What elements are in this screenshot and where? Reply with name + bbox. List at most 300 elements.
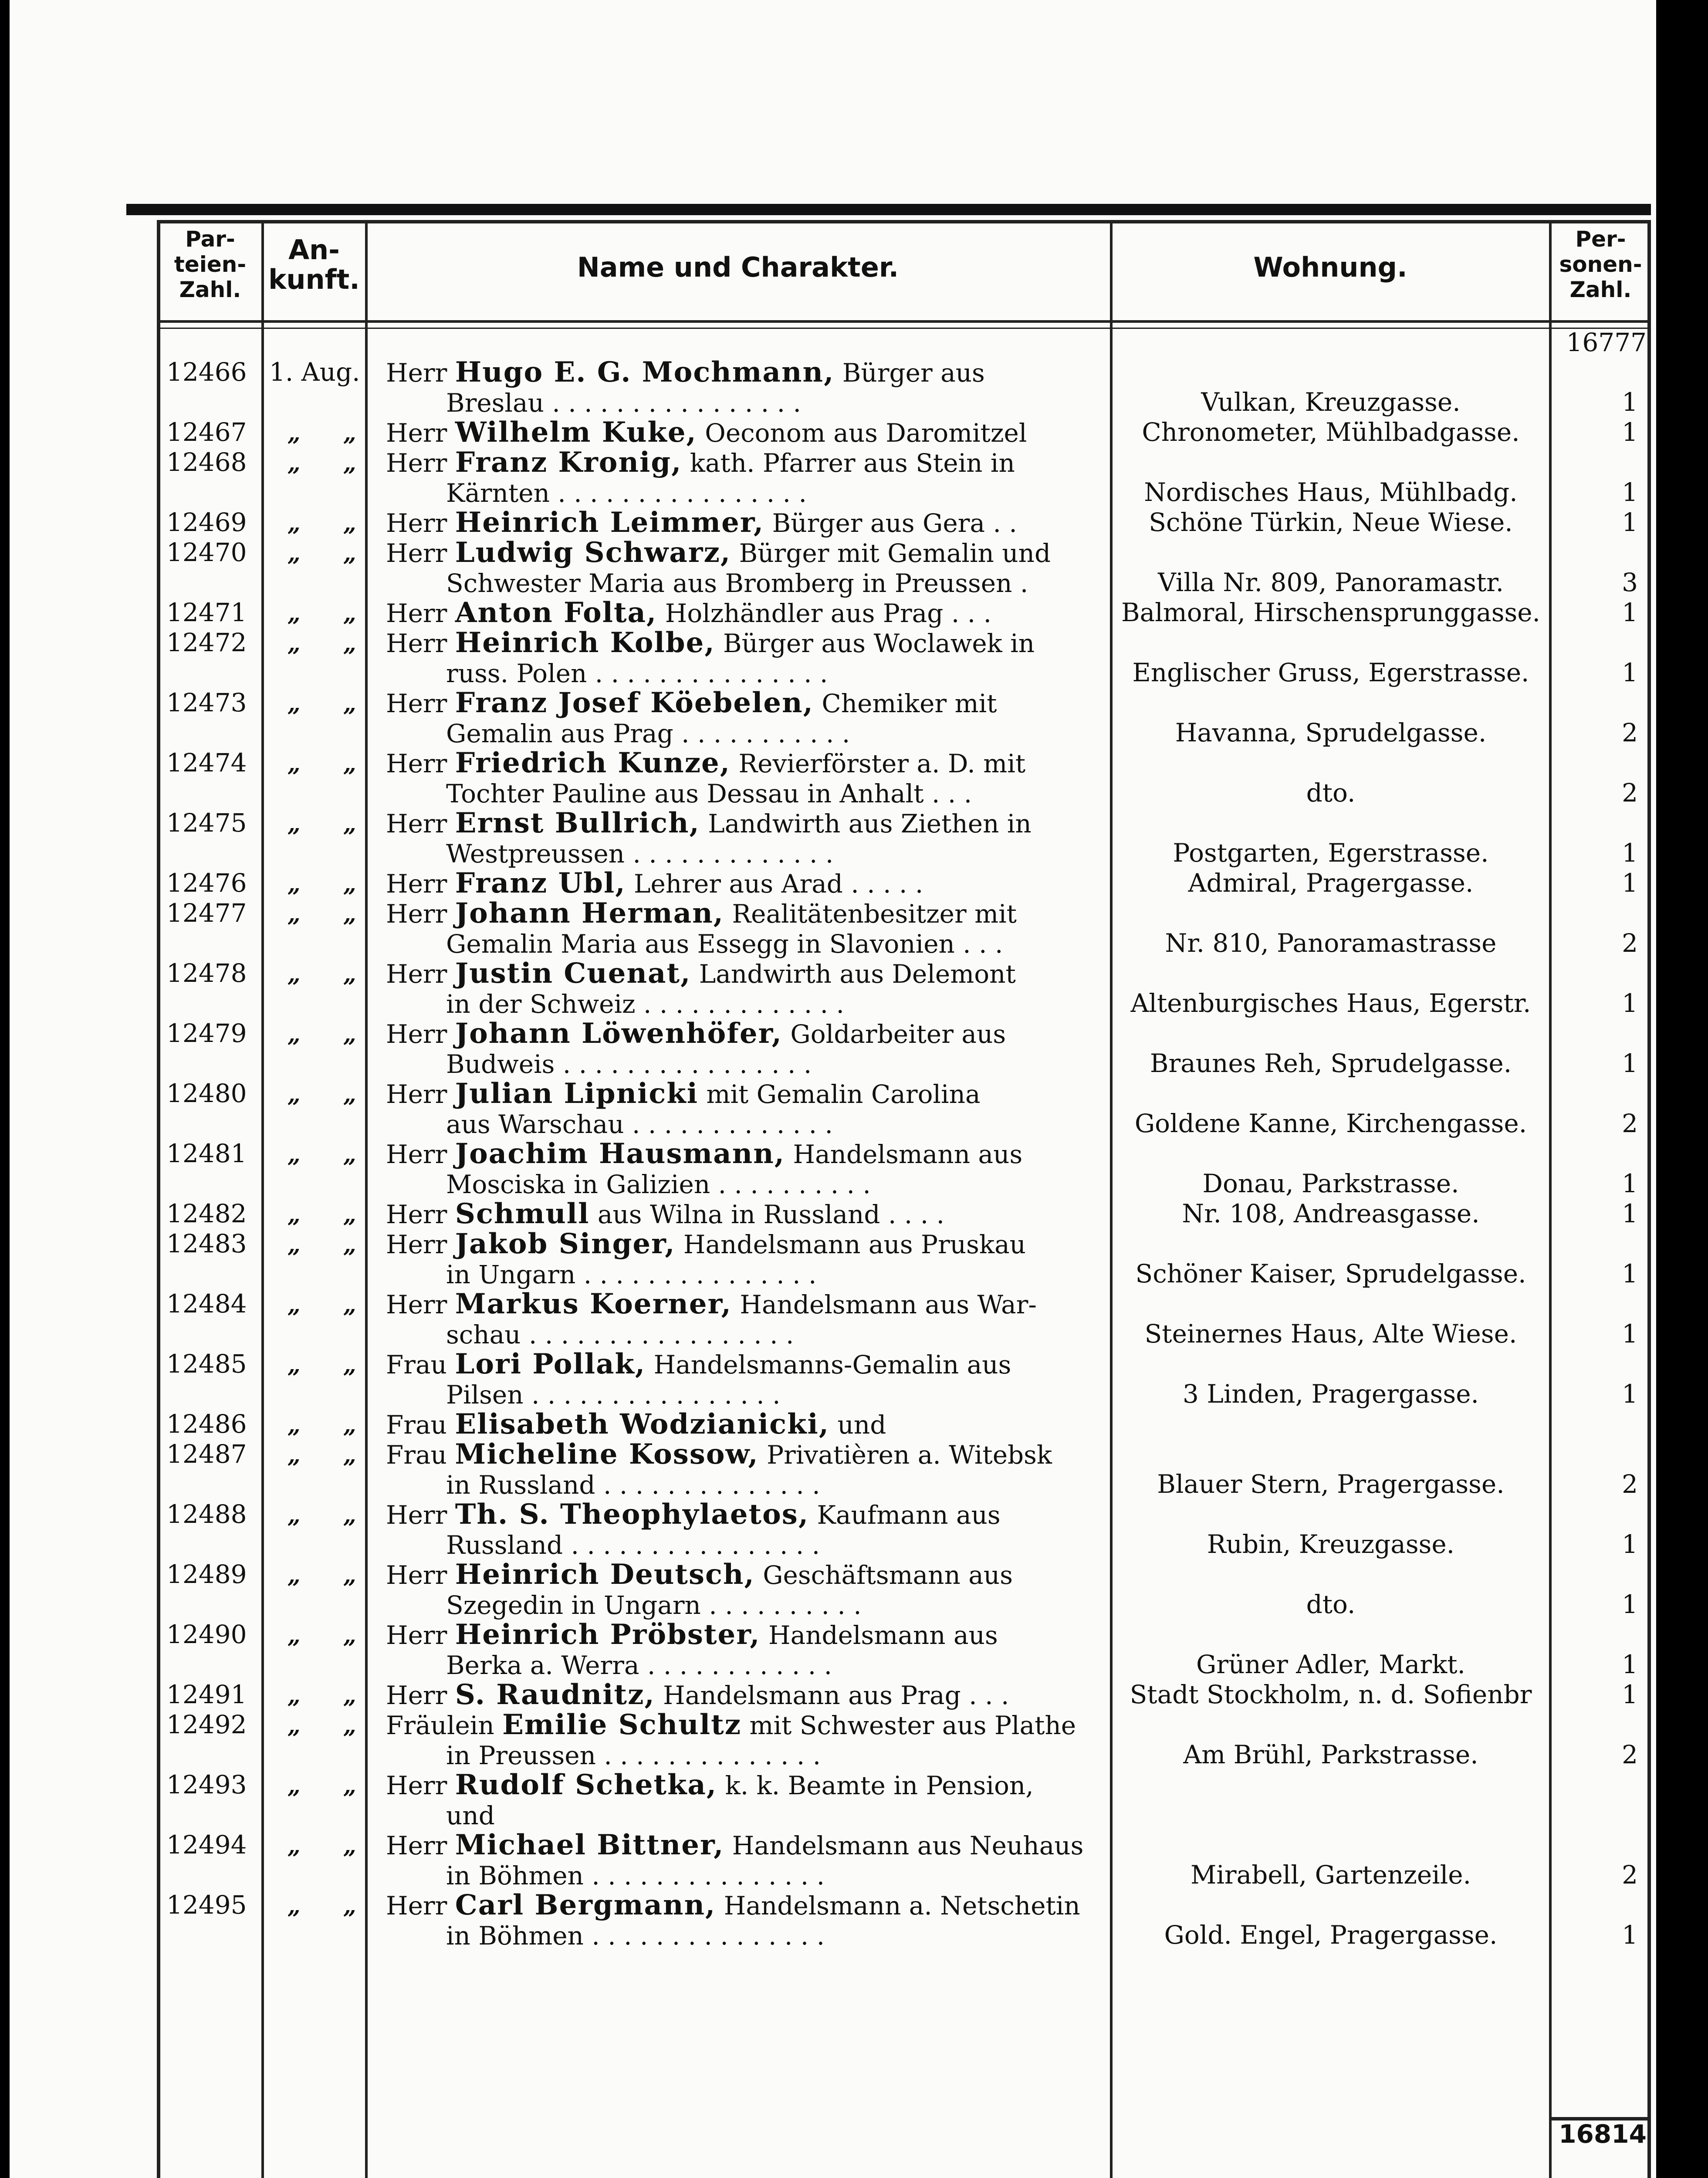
party-number: 12480: [166, 1079, 247, 1108]
ditto-mark: „ „: [287, 1712, 374, 1739]
header-name: Name und Charakter.: [577, 251, 899, 283]
guest-name-character: [386, 1079, 1105, 1140]
person-count: 1: [1622, 1590, 1638, 1619]
guest-name-character: [386, 688, 1105, 749]
guest-title: Frau: [386, 1440, 447, 1470]
arrival-date: [269, 808, 374, 839]
guest-description-cont: aus Warschau . . . . . . . . . . . . .: [446, 1109, 833, 1139]
header-wohnung: Wohnung.: [1253, 251, 1407, 283]
ditto-mark: „ „: [287, 1412, 374, 1438]
guest-description: Handelsmann aus Prag . . .: [655, 1681, 1009, 1710]
arrival-date: [269, 417, 374, 448]
arrival-date: [269, 447, 374, 478]
guest-name-character: [386, 748, 1105, 809]
guest-title: Herr: [386, 899, 447, 929]
guest-name: Johann Herman,: [455, 897, 724, 930]
guest-description: und: [829, 1410, 886, 1440]
entries: [0, 357, 1708, 1950]
guest-title: Herr: [386, 959, 447, 989]
guest-description-cont: Berka a. Werra . . . . . . . . . . . .: [446, 1650, 832, 1680]
header-rule: [157, 328, 1651, 329]
guest-title: Herr: [386, 538, 447, 568]
guest-name-character: [386, 1830, 1105, 1891]
guest-title: Herr: [386, 809, 447, 839]
arrival-date: [269, 538, 374, 568]
guest-name-character: [386, 447, 1105, 508]
header-rule: [157, 320, 1651, 323]
ledger-row: [0, 1890, 1708, 1950]
arrival-date: [269, 1349, 374, 1380]
ledger-row: [0, 1229, 1708, 1289]
guest-title: Herr: [386, 1891, 447, 1921]
guest-name: Heinrich Leimmer,: [455, 506, 764, 539]
ledger-row: [0, 538, 1708, 598]
person-count: 1: [1622, 1319, 1638, 1349]
lodging-address: Nr. 810, Panoramastrasse: [1165, 928, 1497, 958]
guest-description: Revierförster a. D. mit: [731, 749, 1026, 778]
guest-title: Frau: [386, 1410, 447, 1440]
guest-description: Goldarbeiter aus: [782, 1019, 1006, 1049]
guest-name-character: [386, 417, 1105, 448]
ledger-row: [0, 1499, 1708, 1559]
guest-name-character: [386, 357, 1105, 418]
party-number: 12493: [166, 1770, 247, 1799]
ditto-mark: „ „: [287, 630, 374, 657]
guest-description-cont: Mosciska in Galizien . . . . . . . . . .: [446, 1170, 871, 1199]
party-number: 12473: [166, 688, 247, 717]
ledger-row: [0, 507, 1708, 538]
guest-name-character: [386, 1289, 1105, 1350]
guest-name: Heinrich Pröbster,: [455, 1618, 761, 1651]
lodging-address: Am Brühl, Parkstrasse.: [1183, 1740, 1478, 1769]
person-count: 1: [1622, 417, 1638, 447]
ditto-mark: „ „: [287, 1141, 374, 1168]
guest-title: Herr: [386, 418, 447, 448]
person-count: 2: [1622, 1109, 1638, 1138]
ledger-row: [0, 748, 1708, 808]
guest-name-character: [386, 1770, 1105, 1831]
guest-title: Herr: [386, 1230, 447, 1259]
guest-title: Herr: [386, 1200, 447, 1229]
guest-description: Oeconom aus Daromitzel: [697, 418, 1027, 448]
opening-balance: 16777: [1566, 328, 1647, 357]
guest-description: mit Gemalin Carolina: [698, 1079, 981, 1109]
person-count: 2: [1622, 1860, 1638, 1890]
guest-description: Bürger aus Woclawek in: [715, 629, 1035, 658]
ledger-row: [0, 417, 1708, 447]
guest-name-character: [386, 628, 1105, 689]
arrival-date: 1. Aug.: [269, 357, 360, 387]
person-count: 1: [1622, 507, 1638, 537]
ledger-row: [0, 1289, 1708, 1349]
lodging-address: dto.: [1306, 778, 1356, 808]
arrival-date: [269, 688, 374, 719]
ditto-mark: „ „: [287, 420, 374, 446]
party-number: 12490: [166, 1620, 247, 1649]
party-number: 12469: [166, 507, 247, 537]
arrival-date: [269, 868, 374, 899]
ditto-mark: „ „: [287, 1562, 374, 1589]
guest-name-character: [386, 1499, 1105, 1560]
lodging-address: Postgarten, Egerstrasse.: [1173, 838, 1489, 868]
party-number: 12486: [166, 1409, 247, 1439]
party-number: 12491: [166, 1680, 247, 1709]
guest-name: Th. S. Theophylaetos,: [455, 1498, 809, 1531]
party-number: 12474: [166, 748, 247, 778]
guest-name-character: [386, 1439, 1105, 1500]
guest-description: Bürger aus: [834, 358, 985, 388]
ditto-mark: „ „: [287, 450, 374, 477]
ledger-row: [0, 808, 1708, 868]
person-count: 1: [1622, 988, 1638, 1018]
guest-name: Jakob Singer,: [455, 1228, 676, 1260]
guest-description: kath. Pfarrer aus Stein in: [682, 448, 1015, 478]
lodging-address: Braunes Reh, Sprudelgasse.: [1150, 1048, 1512, 1078]
ledger-row: [0, 1680, 1708, 1710]
guest-name: Julian Lipnicki: [455, 1077, 699, 1110]
guest-title: Herr: [386, 448, 447, 478]
guest-title: Herr: [386, 1019, 447, 1049]
top-rule: [126, 204, 1651, 215]
guest-description: Handelsmann a. Netschetin: [716, 1891, 1080, 1921]
ditto-mark: „ „: [287, 1442, 374, 1468]
party-number: 12471: [166, 598, 247, 627]
ditto-mark: „ „: [287, 751, 374, 777]
arrival-date: [269, 1499, 374, 1530]
person-count: 1: [1622, 1379, 1638, 1409]
guest-name: Johann Löwenhöfer,: [455, 1017, 782, 1050]
arrival-date: [269, 1890, 374, 1921]
header-ankunft: An- kunft.: [268, 234, 360, 295]
guest-name: Friedrich Kunze,: [455, 747, 731, 779]
guest-title: Herr: [386, 869, 447, 899]
ditto-mark: „ „: [287, 1893, 374, 1919]
party-number: 12495: [166, 1890, 247, 1920]
guest-description: Chemiker mit: [813, 689, 997, 718]
guest-name-character: [386, 598, 1105, 629]
guest-description-cont: in Preussen . . . . . . . . . . . . . .: [446, 1741, 821, 1770]
person-count: 1: [1622, 1259, 1638, 1289]
guest-title: Frau: [386, 1350, 447, 1380]
guest-name-character: [386, 1710, 1105, 1771]
guest-name-character: [386, 898, 1105, 959]
person-count: 1: [1622, 1680, 1638, 1709]
guest-name: Wilhelm Kuke,: [455, 416, 697, 449]
arrival-date: [269, 958, 374, 989]
guest-description-cont: Westpreussen . . . . . . . . . . . . .: [446, 839, 834, 869]
guest-title: Herr: [386, 1290, 447, 1319]
guest-description-cont: in Böhmen . . . . . . . . . . . . . . .: [446, 1921, 825, 1951]
guest-name: Markus Koerner,: [455, 1288, 732, 1320]
guest-description: Handelsmann aus Pruskau: [675, 1230, 1026, 1259]
guest-name: Joachim Hausmann,: [455, 1137, 785, 1170]
lodging-address: 3 Linden, Pragergasse.: [1183, 1379, 1479, 1409]
guest-name: Emilie Schultz: [502, 1708, 742, 1741]
lodging-address: Vulkan, Kreuzgasse.: [1201, 387, 1461, 417]
lodging-address: Goldene Kanne, Kirchengasse.: [1134, 1109, 1527, 1138]
person-count: 1: [1622, 1169, 1638, 1198]
ditto-mark: „ „: [287, 811, 374, 837]
ledger-row: [0, 1830, 1708, 1890]
guest-name: Justin Cuenat,: [455, 957, 691, 990]
guest-description: Handelsmann aus: [785, 1140, 1023, 1169]
party-number: 12477: [166, 898, 247, 928]
arrival-date: [269, 748, 374, 779]
party-number: 12494: [166, 1830, 247, 1860]
lodging-address: Nordisches Haus, Mühlbadg.: [1144, 477, 1518, 507]
lodging-address: Admiral, Pragergasse.: [1188, 868, 1474, 898]
person-count: 1: [1622, 658, 1638, 687]
guest-description-cont: Gemalin aus Prag . . . . . . . . . . .: [446, 719, 850, 748]
ditto-mark: „ „: [287, 1231, 374, 1258]
party-number: 12466: [166, 357, 247, 387]
guest-description-cont: schau . . . . . . . . . . . . . . . . .: [446, 1320, 794, 1349]
guest-description: Lehrer aus Arad . . . . .: [626, 869, 923, 899]
guest-name: Franz Josef Köebelen,: [455, 687, 814, 719]
guest-name: Ernst Bullrich,: [455, 807, 700, 839]
guest-name-character: [386, 1890, 1105, 1951]
ditto-mark: „ „: [287, 600, 374, 627]
arrival-date: [269, 1289, 374, 1320]
guest-title: Herr: [386, 599, 447, 628]
arrival-date: [269, 1680, 374, 1711]
ditto-mark: „ „: [287, 1352, 374, 1378]
person-count: 1: [1622, 1199, 1638, 1228]
arrival-date: [269, 1229, 374, 1260]
guest-description: Bürger aus Gera . .: [764, 508, 1017, 538]
arrival-date: [269, 1830, 374, 1861]
party-number: 12475: [166, 808, 247, 838]
person-count: 2: [1622, 1740, 1638, 1769]
guest-description-cont: und: [446, 1801, 495, 1830]
guest-name: Lori Pollak,: [455, 1348, 646, 1380]
ditto-mark: „ „: [287, 1772, 374, 1799]
guest-description-cont: in Russland . . . . . . . . . . . . . .: [446, 1470, 820, 1500]
guest-description-cont: Schwester Maria aus Bromberg in Preussen .: [446, 568, 1028, 598]
party-number: 12476: [166, 868, 247, 898]
guest-description: k. k. Beamte in Pension,: [717, 1771, 1034, 1800]
party-number: 12488: [166, 1499, 247, 1529]
ledger-row: [0, 1620, 1708, 1680]
guest-name: Michael Bittner,: [455, 1829, 724, 1861]
ledger-row: [0, 357, 1708, 417]
guest-name: Anton Folta,: [455, 596, 657, 629]
guest-description-cont: in Ungarn . . . . . . . . . . . . . . .: [446, 1260, 817, 1289]
guest-name-character: [386, 1199, 1105, 1230]
guest-description-cont: Pilsen . . . . . . . . . . . . . . . .: [446, 1380, 781, 1410]
guest-title: Herr: [386, 1500, 447, 1530]
guest-name: Heinrich Deutsch,: [455, 1558, 755, 1591]
party-number: 12482: [166, 1199, 247, 1228]
guest-title: Herr: [386, 1831, 447, 1860]
lodging-address: Nr. 108, Andreasgasse.: [1182, 1199, 1480, 1228]
guest-description-cont: Breslau . . . . . . . . . . . . . . . .: [446, 388, 801, 418]
guest-description: Privatièren a. Witebsk: [758, 1440, 1052, 1470]
guest-title: Fräulein: [386, 1711, 494, 1740]
ledger-row: [0, 1710, 1708, 1770]
lodging-address: Altenburgisches Haus, Egerstr.: [1130, 988, 1531, 1018]
header-parteien-zahl: Par- teien- Zahl.: [174, 227, 247, 302]
party-number: 12492: [166, 1710, 247, 1739]
ditto-mark: „ „: [287, 690, 374, 717]
ledger-row: [0, 688, 1708, 748]
ledger-row: [0, 1770, 1708, 1830]
lodging-address: Schöne Türkin, Neue Wiese.: [1149, 507, 1513, 537]
guest-title: Herr: [386, 1079, 447, 1109]
guest-description: mit Schwester aus Plathe: [741, 1711, 1076, 1740]
guest-description-cont: Budweis . . . . . . . . . . . . . . . .: [446, 1049, 812, 1079]
lodging-address: Chronometer, Mühlbadgasse.: [1142, 417, 1520, 447]
arrival-date: [269, 1409, 374, 1440]
ditto-mark: „ „: [287, 1502, 374, 1529]
ledger-row: [0, 1139, 1708, 1199]
arrival-date: [269, 1079, 374, 1109]
guest-description: Bürger mit Gemalin und: [731, 538, 1051, 568]
arrival-date: [269, 898, 374, 929]
arrival-date: [269, 1770, 374, 1801]
guest-title: Herr: [386, 749, 447, 778]
guest-description-cont: Russland . . . . . . . . . . . . . . . .: [446, 1530, 820, 1560]
party-number: 12468: [166, 447, 247, 477]
guest-name-character: [386, 1409, 1105, 1440]
ledger-row: [0, 1018, 1708, 1079]
guest-name: S. Raudnitz,: [455, 1678, 655, 1711]
guest-description-cont: Tochter Pauline aus Dessau in Anhalt . . .: [446, 779, 972, 808]
ditto-mark: „ „: [287, 901, 374, 927]
ditto-mark: „ „: [287, 510, 374, 537]
party-number: 12489: [166, 1559, 247, 1589]
guest-description-cont: in der Schweiz . . . . . . . . . . . . .: [446, 989, 844, 1019]
guest-name-character: [386, 1680, 1105, 1711]
lodging-address: Balmoral, Hirschensprunggasse.: [1121, 598, 1540, 627]
guest-name: Schmull: [455, 1197, 590, 1230]
person-count: 2: [1622, 718, 1638, 747]
guest-description: Holzhändler aus Prag . . .: [657, 599, 992, 628]
guest-title: Herr: [386, 358, 447, 388]
arrival-date: [269, 1018, 374, 1049]
lodging-address: Havanna, Sprudelgasse.: [1175, 718, 1487, 747]
person-count: 1: [1622, 1920, 1638, 1950]
guest-name-character: [386, 1349, 1105, 1410]
guest-description-cont: russ. Polen . . . . . . . . . . . . . . .: [446, 659, 828, 688]
closing-total: 16814: [1559, 2119, 1647, 2149]
lodging-address: Englischer Gruss, Egerstrasse.: [1132, 658, 1529, 687]
ditto-mark: „ „: [287, 540, 374, 567]
lodging-address: Schöner Kaiser, Sprudelgasse.: [1135, 1259, 1526, 1289]
lodging-address: Villa Nr. 809, Panoramastr.: [1157, 568, 1504, 597]
guest-name: Franz Ubl,: [455, 867, 626, 900]
person-count: 1: [1622, 1650, 1638, 1679]
guest-name-character: [386, 868, 1105, 899]
guest-name: Hugo E. G. Mochmann,: [455, 356, 835, 389]
party-number: 12483: [166, 1229, 247, 1258]
guest-title: Herr: [386, 1681, 447, 1710]
lodging-address: Stadt Stockholm, n. d. Sofienbr: [1130, 1680, 1532, 1709]
guest-description-cont: Kärnten . . . . . . . . . . . . . . . .: [446, 478, 807, 508]
ledger-row: [0, 628, 1708, 688]
person-count: 3: [1622, 568, 1638, 597]
guest-title: Herr: [386, 1620, 447, 1650]
party-number: 12470: [166, 538, 247, 567]
guest-title: Herr: [386, 508, 447, 538]
guest-name: Carl Bergmann,: [455, 1889, 716, 1921]
guest-name: Elisabeth Wodzianicki,: [455, 1408, 830, 1441]
guest-description-cont: in Böhmen . . . . . . . . . . . . . . .: [446, 1861, 825, 1891]
lodging-address: Grüner Adler, Markt.: [1196, 1650, 1465, 1679]
guest-description: Handelsmanns-Gemalin aus: [646, 1350, 1011, 1380]
guest-name: Ludwig Schwarz,: [455, 536, 731, 569]
person-count: 1: [1622, 838, 1638, 868]
guest-name: Franz Kronig,: [455, 446, 682, 479]
ditto-mark: „ „: [287, 1292, 374, 1318]
person-count: 1: [1622, 387, 1638, 417]
guest-description-cont: Gemalin Maria aus Essegg in Slavonien . . .: [446, 929, 1003, 959]
ledger-row: [0, 1349, 1708, 1409]
person-count: 1: [1622, 1529, 1638, 1559]
party-number: 12485: [166, 1349, 247, 1379]
guest-description: Kaufmann aus: [809, 1500, 1001, 1530]
lodging-address: Donau, Parkstrasse.: [1202, 1169, 1459, 1198]
person-count: 1: [1622, 477, 1638, 507]
guest-name: Heinrich Kolbe,: [455, 626, 715, 659]
arrival-date: [269, 1199, 374, 1230]
ditto-mark: „ „: [287, 1682, 374, 1709]
lodging-address: Mirabell, Gartenzeile.: [1190, 1860, 1471, 1890]
ditto-mark: „ „: [287, 871, 374, 897]
guest-name-character: [386, 538, 1105, 599]
guest-title: Herr: [386, 1560, 447, 1590]
guest-name-character: [386, 1139, 1105, 1200]
ditto-mark: „ „: [287, 1081, 374, 1108]
person-count: 2: [1622, 1469, 1638, 1499]
guest-description: Handelsmann aus War-: [731, 1290, 1037, 1319]
person-count: 2: [1622, 778, 1638, 808]
guest-title: Herr: [386, 689, 447, 718]
guest-name-character: [386, 1559, 1105, 1620]
ledger-row: [0, 958, 1708, 1018]
ledger-row: [0, 447, 1708, 507]
lodging-address: Gold. Engel, Pragergasse.: [1164, 1920, 1498, 1950]
guest-title: Herr: [386, 1140, 447, 1169]
guest-description: Handelsmann aus: [760, 1620, 998, 1650]
arrival-date: [269, 507, 374, 538]
ditto-mark: „ „: [287, 961, 374, 988]
ditto-mark: „ „: [287, 1622, 374, 1649]
ditto-mark: „ „: [287, 1833, 374, 1859]
arrival-date: [269, 1559, 374, 1590]
person-count: 1: [1622, 1048, 1638, 1078]
guest-name-character: [386, 1018, 1105, 1079]
guest-description-cont: Szegedin in Ungarn . . . . . . . . . .: [446, 1590, 862, 1620]
arrival-date: [269, 598, 374, 629]
guest-description: Geschäftsmann aus: [754, 1560, 1013, 1590]
guest-name-character: [386, 1620, 1105, 1681]
guest-title: Herr: [386, 1771, 447, 1800]
lodging-address: Blauer Stern, Pragergasse.: [1157, 1469, 1505, 1499]
guest-name-character: [386, 507, 1105, 538]
guest-description: Realitätenbesitzer mit: [724, 899, 1017, 929]
guest-name-character: [386, 1229, 1105, 1290]
ditto-mark: „ „: [287, 1021, 374, 1048]
guest-name: Rudolf Schetka,: [455, 1769, 717, 1801]
guest-description: aus Wilna in Russland . . . .: [589, 1200, 945, 1229]
party-number: 12481: [166, 1139, 247, 1168]
guest-name-character: [386, 808, 1105, 869]
guest-name-character: [386, 958, 1105, 1019]
arrival-date: [269, 1710, 374, 1741]
guest-title: Herr: [386, 629, 447, 658]
guest-description: Landwirth aus Ziethen in: [700, 809, 1032, 839]
